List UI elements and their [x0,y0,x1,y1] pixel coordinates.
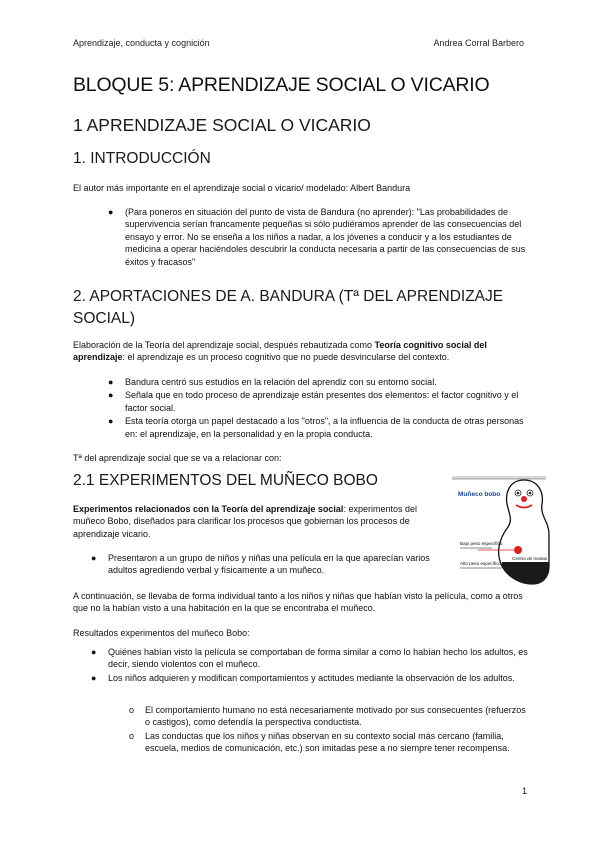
list-item [108,376,529,388]
intro-heading: 1. INTRODUCCIÓN [73,150,211,167]
list-item-text: Los niños adquieren y modifican comportamientos y actitudes mediante la observación de los adultos. [108,672,515,683]
aportaciones-paragraph [73,339,531,364]
bold-term: Experimentos relacionados con la Teoría del aprendizaje social [73,504,344,514]
paragraph-text: Elaboración de la Teoría del aprendizaje social, después rebautizada como [73,340,375,350]
doll-pupil-right [529,492,532,495]
bold-term: Teoría cognitivo social del aprendizaje [73,340,487,363]
experimentos-list [91,552,444,578]
label-low-weight: Bajo peso específico [460,541,503,546]
figure-ceiling [452,476,546,479]
bullet-icon: ● [108,416,114,427]
aportaciones-list [108,376,529,441]
page-title: BLOQUE 5: APRENDIZAJE SOCIAL O VICARIO [73,74,490,96]
paragraph-text: : experimentos del muñeco Bobo, diseñados para clarificar los procesos que gobiernan los procesos de aprendizaje vicario. [73,504,417,539]
header-left: Aprendizaje, conducta y cognición [73,38,210,48]
list-item [129,704,530,729]
label-high-weight: Alto peso específico [460,561,502,566]
subresults-list [129,704,530,756]
label-center-of-mass: Centro de masas [512,556,547,561]
results-list [91,646,530,685]
list-item [91,646,530,671]
results-label: Resultados experimentos del muñeco Bobo: [73,628,250,638]
list-item [108,415,529,440]
list-item [129,730,530,755]
aportaciones-heading: 2. APORTACIONES DE A. BANDURA (Tª DEL APRENDIZAJE SOCIAL) [73,288,504,327]
bullet-icon: ● [108,207,114,217]
list-item [91,552,444,577]
center-of-mass-dot [514,546,522,554]
list-item-text: Bandura centró sus estudios en la relación del aprendiz con su entorno social. [125,377,437,387]
quote-text: (Para poneros en situación del punto de vista de Bandura (no aprender): "Las probabilidades de supervivencia serían francamente pequeñas si sólo pudiéramos aprender de las consecuencias del ensayo y error. No se enseña a los niños a nadar, a los jóvenes a conducir y a los estudiantes de medicina a operar haciéndoles descubrir la conducta necesaria a partir de las consecuencias de sus éxitos y fracasos" [125,207,526,267]
list-item-text: Las conductas que los niños y niñas observan en su contexto social más cercano (familia, escuela, medios de comunicación, etc.) son imitadas pese a no siempre tener recompensa. [145,730,510,754]
bullet-icon: ● [91,647,97,657]
experimentos-heading: 2.1 EXPERIMENTOS DEL MUÑECO BOBO [73,472,378,489]
page-number: 1 [521,786,527,796]
list-item [108,206,529,268]
quote-list [108,206,529,269]
bullet-icon: ● [108,390,114,401]
list-item [108,389,529,414]
experimentos-paragraph [73,503,435,540]
list-item-text: Presentaron a un grupo de niños y niñas una película en la que aparecían varios adultos agrediendo verbal y físicamente a un muñeco. [108,553,430,576]
figure-title: Muñeco bobo [458,491,501,498]
list-item-text: El comportamiento humano no está necesariamente motivado por sus consecuentes (refuerzos o castigos), como defendía la perspectiva conductista. [145,705,526,728]
continuation-paragraph: A continuación, se llevaba de forma individual tanto a los niños y niñas que habían visto la película, como a otros que no la habían visto a una habitación en la que se encontraba el muñeco. [73,591,523,614]
header-right: Andrea Corral Barbero [433,38,524,48]
list-item [91,672,530,684]
circle-bullet-icon: o [129,705,135,715]
doll-nose [521,496,527,502]
relation-line: Tª del aprendizaje social que se va a relacionar con: [73,453,282,463]
circle-bullet-icon: o [129,730,135,741]
list-item-text: Esta teoría otorga un papel destacado a los "otros", a la influencia de la conducta de otras personas en: el aprendizaje, en la personalidad y en la propia conducta. [125,416,524,439]
bullet-icon: ● [91,553,97,563]
bullet-icon: ● [108,377,114,387]
section-1-heading: 1 APRENDIZAJE SOCIAL O VICARIO [73,115,371,135]
paragraph-text: : el aprendizaje es un proceso cognitivo que no puede desvincularse del contexto. [122,352,450,363]
bobo-doll-figure [448,474,550,590]
doll-base-weight [502,562,549,584]
list-item-text: Señala que en todo proceso de aprendizaje están presentes dos elementos: el factor cognitivo y el factor social. [125,390,519,413]
doll-pupil-left [517,492,520,495]
author-line: El autor más importante en el aprendizaje social o vicario/ modelado: Albert Bandura [73,183,411,193]
bullet-icon: ● [91,672,97,683]
list-item-text: Quiénes habían visto la película se comportaban de forma similar a como lo habían hecho los adultos, es decir, siendo violentos con el muñeco. [108,647,528,670]
